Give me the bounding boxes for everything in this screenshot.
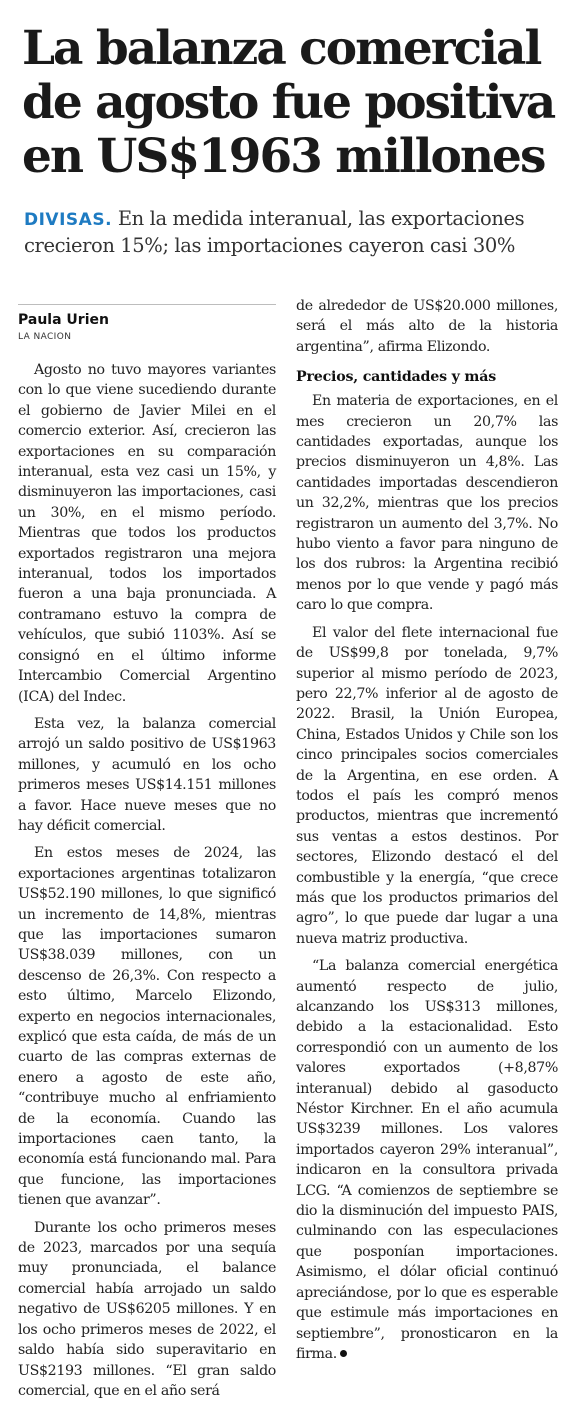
author-name: Paula Urien	[18, 312, 109, 328]
subtitle	[24, 206, 559, 259]
headline-line-1: La balanza comercial	[22, 21, 541, 76]
paragraph-final-text: “La balanza comercial energética aumentó respecto de julio, alcanzando los US$313 millones, debido a la estacionalidad. Esto correspondió con un aumento de los valores exportados (+8,87% interanual) debido al gasoducto Néstor Kirchner. En el año acumula US$3239 millones. Los valores importados cayeron 29% interanual”, indicaron en la consultora privada LCG. “A comienzos de septiembre se dio la disminución del impuesto PAIS, culminando con las especulaciones que posponían importaciones. Asimismo, el dólar oficial continuó apreciándose, por lo que es esperable que estimule más importaciones en septiembre”, pronosticaron en la firma.	[296, 958, 558, 1362]
headline-line-3: en US$1963 millones	[22, 129, 545, 184]
paragraph: En materia de exportaciones, en el mes crecieron un 20,7% las cantidades exportadas, aunque los precios disminuyeron un 4,8%. Las cantidades importadas descendieron un 32,2%, mientras que los precios registraron un aumento del 3,7%. No hubo viento a favor para ninguno de los dos rubros: la Argentina recibió menos por lo que vende y pagó más caro lo que compra.	[296, 393, 558, 614]
byline-divider	[18, 304, 276, 305]
headline	[22, 22, 562, 184]
paragraph-final	[296, 956, 558, 1364]
right-column	[296, 296, 558, 1371]
subtitle-text: En la medida interanual, las exportaciones crecieron 15%; las importaciones cayeron casi 30%	[24, 207, 525, 257]
section-kicker: DIVISAS.	[24, 210, 113, 230]
paragraph: Agosto no tuvo mayores variantes con lo que viene sucediendo durante el gobierno de Javier Milei en el comercio exterior. Así, crecieron las exportaciones en su comparación interanual, esta vez casi un 15%, y disminuyeron las importaciones, casi un 30%, en el mismo período. Mientras que todos los productos exportados registraron una mejora interanual, todos los importados fueron a una baja pronunciada. A contramano estuvo la compra de vehículos, que subió 1103%. Así se consignó en el último informe Intercambio Comercial Argentino (ICA) del Indec.	[18, 362, 276, 705]
headline-line-2: de agosto fue positiva	[22, 75, 555, 130]
end-mark-icon	[340, 1350, 347, 1357]
section-heading: Precios, cantidades y más	[296, 369, 496, 386]
left-column	[18, 360, 276, 1408]
paragraph: Esta vez, la balanza comercial arrojó un saldo positivo de US$1963 millones, y acumuló en los ocho primeros meses US$14.151 millones a favor. Hace nueve meses que no hay déficit comercial.	[18, 715, 276, 834]
paragraph: Durante los ocho primeros meses de 2023, marcados por una sequía muy pronunciada, el balance comercial había arrojado un saldo negativo de US$6205 millones. Y en los ocho primeros meses de 2022, el saldo había sido superavitario en US$2193 millones. “El gran saldo comercial, que en el año será	[18, 1219, 276, 1399]
paragraph: El valor del flete internacional fue de US$99,8 por tonelada, 9,7% superior al mismo período de 2023, pero 22,7% inferior al de agosto de 2022. Brasil, la Unión Europea, China, Estados Unidos y Chile son los cinco principales socios comerciales de la Argentina, en ese orden. A todos el país les compró menos productos, mientras que incrementó sus ventas a estos destinos. Por sectores, Elizondo destacó el del combustible y la energía, “que crece más que los productos primarios del agro”, lo que puede dar lugar a una nueva matriz productiva.	[296, 624, 558, 947]
paragraph: En estos meses de 2024, las exportaciones argentinas totalizaron US$52.190 millones, lo que significó un incremento de 14,8%, mientras que las importaciones sumaron US$38.039 millones, con un descenso de 26,3%. Con respecto a esto último, Marcelo Elizondo, experto en negocios internacionales, explicó que esta caída, de más de un cuarto de las compras externas de enero a agosto de este año, “contribuye mucho al enfriamiento de la economía. Cuando las importaciones caen tanto, la economía está funcionando mal. Para que funcione, las importaciones tienen que avanzar”.	[18, 845, 276, 1209]
outlet-name: LA NACION	[18, 332, 72, 342]
paragraph-continuation: de alrededor de US$20.000 millones, será el más alto de la historia argentina”, afirma Elizondo.	[296, 298, 558, 355]
